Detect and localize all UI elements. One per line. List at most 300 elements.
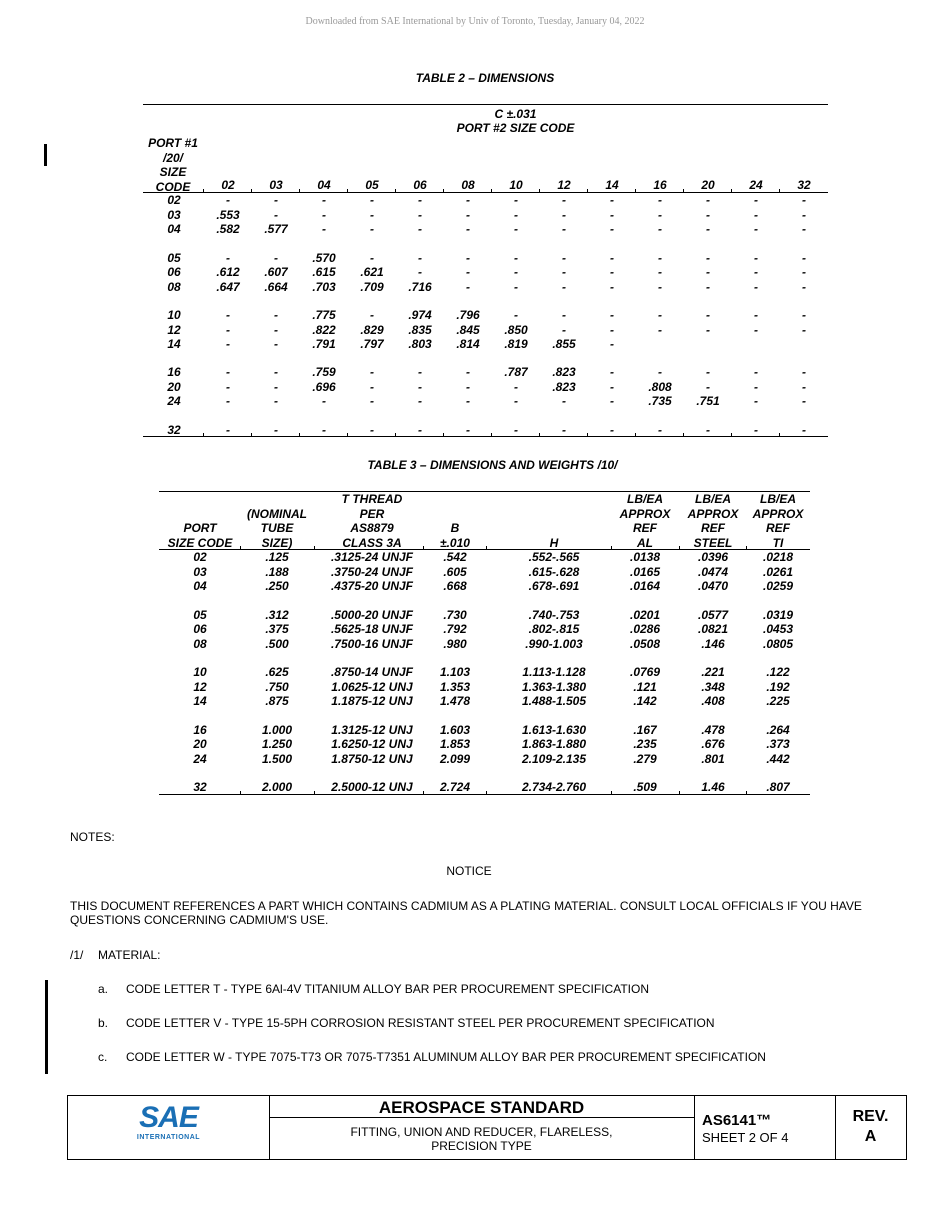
table2-cell: - [226,308,230,322]
table2-cell: - [562,279,566,294]
table3-cell: 2.734-2.760 [521,780,587,794]
table2-cell: .553 [216,207,240,222]
table2-cell: .582 [216,222,240,236]
table2-cell: - [754,365,758,379]
table2-cell: .664 [264,279,288,294]
table3-cell: 1.000 [261,722,293,737]
table2-cell: .829 [360,322,384,337]
table3-cell: .730 [443,607,467,622]
table3-cell: .802-.815 [528,622,580,636]
table3-cell: .0286 [629,622,661,636]
table2-cell: .716 [408,279,432,294]
table2-row-code: 05 [167,250,181,265]
table2-cell: - [802,222,806,236]
revision-bar [44,144,47,166]
table2-cell: - [370,308,374,322]
table2-header-port1: SIZE [159,165,187,179]
table3-cell: 05 [193,607,207,622]
table3-cell: 1.853 [439,737,471,751]
table2-cell: - [802,365,806,379]
table3-cell: 1.603 [439,722,471,737]
table3-cell: .5000-20 UNJF [330,607,414,622]
column-tick [746,791,747,794]
table3-column-header: REF [633,521,657,535]
table2-row-code: 06 [167,265,181,279]
table2-cell: - [706,365,710,379]
table2-header-port1: PORT #1 [148,136,198,150]
table2-cell: - [754,322,758,337]
table2-cell: - [802,279,806,294]
table2-cell: - [706,193,710,207]
table3-column-header: CLASS 3A [342,535,402,550]
table2-cell: - [562,250,566,265]
table3-cell: 2.109-2.135 [521,751,587,766]
table3-cell: 10 [193,665,207,679]
table3-cell: .552-.565 [528,550,580,564]
table2-cell: - [418,422,422,437]
table2-cell: - [658,207,662,222]
table2-cell: - [610,222,614,236]
table3-column-header: SIZE) [261,535,293,550]
table2-cell: - [466,207,470,222]
table3-column-header: REF [701,521,725,535]
column-tick [679,546,680,549]
table2-column-header: 02 [221,178,235,192]
table2-cell: - [802,265,806,279]
table2-cell: - [610,322,614,337]
table3-cell: 20 [193,737,207,751]
table2-cell: - [706,422,710,437]
table2-column-header: 16 [653,178,667,192]
standard-title: AEROSPACE STANDARD [378,1098,585,1117]
table2-cell: - [562,222,566,236]
table3-cell: .167 [633,722,657,737]
table2-row-code: 12 [167,322,181,337]
table3-cell: .146 [701,636,725,651]
table2-cell: - [562,265,566,279]
table3-cell: .0201 [629,607,661,622]
table3-cell: .0805 [762,636,794,651]
table3-cell: .0319 [762,607,794,622]
table3-cell: 04 [193,579,207,593]
table2-cell: - [610,308,614,322]
table2-column-header: 32 [797,178,811,192]
table2-cell: - [706,322,710,337]
table3-cell: .3125-24 UNJF [330,550,414,564]
table3-column-header: LB/EA [760,492,796,506]
table2-header-c: C ±.031 [494,107,537,121]
table2-cell: - [226,337,230,351]
table3-cell: .542 [443,550,467,564]
table3-cell: .668 [443,579,467,593]
table2-cell: - [514,308,518,322]
table2-cell: - [754,394,758,408]
table2-header-port1: /20/ [162,150,183,165]
table2-cell: - [466,193,470,207]
table2-cell: .797 [360,337,384,351]
table2-cell: - [226,394,230,408]
table2-cell: .612 [216,265,240,279]
column-tick [486,546,487,549]
table3-cell: .500 [265,636,289,651]
table3-cell: .125 [265,550,289,564]
table2-cell: .621 [360,265,384,279]
column-tick [611,791,612,794]
table2-cell: - [274,365,278,379]
table2-cell: .845 [456,322,480,337]
sae-logo-mark: SAE [139,1101,198,1134]
table3-cell: 1.353 [439,679,471,694]
table2-cell: - [706,250,710,265]
table3-cell: 1.8750-12 UNJ [331,751,413,766]
table2-cell: - [418,265,422,279]
table2-cell: - [706,308,710,322]
table3-cell: 1.500 [261,751,293,766]
table3-cell: .8750-14 UNJF [330,665,414,679]
table3-cell: .225 [766,694,790,708]
column-tick [314,546,315,549]
table2-cell: - [658,222,662,236]
table2-cell: - [658,422,662,437]
table3-cell: .221 [701,665,725,679]
material-item-letter: a. [98,982,109,996]
table2-cell: .607 [264,265,288,279]
table2-row-code: 32 [167,422,181,437]
table3-cell: .750 [265,679,289,694]
revision-bar [45,980,48,1074]
table2-cell: - [418,207,422,222]
column-tick [486,791,487,794]
table2-cell: - [562,394,566,408]
table2-cell: - [322,422,326,437]
table3-cell: .0396 [697,550,729,564]
table2-cell: - [706,207,710,222]
notice-title: NOTICE [446,864,492,878]
table2-cell: - [466,265,470,279]
table3-cell: 1.613-1.630 [521,722,587,737]
table3-column-header: STEEL [693,535,733,550]
table3-cell: .792 [443,622,467,636]
title-block [67,1095,907,1160]
table2-cell: - [610,394,614,408]
material-marker: /1/ [70,948,84,962]
table2-cell: - [754,379,758,394]
table3-cell: 1.488-1.505 [521,694,587,708]
table2-cell: - [370,193,374,207]
table3-cell: .235 [633,737,657,751]
table2-cell: - [562,207,566,222]
table2-cell: - [802,422,806,437]
table3-cell: .408 [701,694,725,708]
table2-cell: - [610,365,614,379]
table2-cell: .703 [312,279,336,294]
table3-cell: .0577 [697,607,729,622]
table2-row-code: 02 [167,193,181,207]
column-tick [240,791,241,794]
table2-cell: - [322,193,326,207]
table2-column-header: 06 [413,178,427,192]
table2-cell: - [658,308,662,322]
table2-cell: - [322,394,326,408]
table2-cell: - [514,394,518,408]
table2-cell: - [610,422,614,437]
table2-cell: - [226,193,230,207]
table3-cell: 16 [193,722,207,737]
table2-cell: - [226,379,230,394]
table3-cell: .605 [443,564,467,579]
table2-column-header: 14 [605,178,619,192]
table2-cell: - [706,279,710,294]
table2-cell: .751 [696,394,720,408]
column-tick [746,546,747,549]
table2-cell: .823 [552,379,576,394]
table3-cell: 2.000 [261,780,293,794]
table2-cell: - [466,250,470,265]
table3-cell: 1.1875-12 UNJ [331,694,413,708]
table3-cell: .0474 [697,564,729,579]
table2-cell: - [706,222,710,236]
table3-cell: .740-.753 [528,607,580,622]
download-notice: Downloaded from SAE International by Univ of Toronto, Tuesday, January 04, 2022 [305,16,645,27]
table2-cell: - [610,379,614,394]
table3-column-header: LB/EA [627,492,663,506]
table3-column-header: PER [359,506,385,521]
column-tick [679,791,680,794]
table2-cell: - [274,337,278,351]
table2-cell: - [514,207,518,222]
table3-cell: .5625-18 UNJF [330,622,414,636]
table3-cell: .678-.691 [528,579,580,593]
table2-cell: - [274,193,278,207]
table2-cell: - [610,193,614,207]
table3-column-header: AS8879 [350,521,394,535]
notice-text: THIS DOCUMENT REFERENCES A PART WHICH CONTAINS CADMIUM AS A PLATING MATERIAL. CONSULT LOCAL OFFICIALS IF YOU HAVE QUESTIONS CONCERNING CADMIUM'S USE. [70,899,862,927]
table2-cell: - [274,379,278,394]
table3-column-header: H [549,535,559,550]
table3-cell: 2.5000-12 UNJ [331,780,413,794]
table2-cell: - [274,250,278,265]
material-item-letter: b. [98,1016,109,1030]
notes-heading: NOTES: [70,830,115,844]
table2-cell: - [754,422,758,437]
table3-cell: .875 [265,694,289,708]
table3-column-header: APPROX [687,506,739,521]
table2-cell: - [418,394,422,408]
table2-cell: - [466,222,470,236]
table3-cell: .250 [265,579,289,593]
table3-cell: .676 [701,737,725,751]
table2-title: TABLE 2 – DIMENSIONS [415,71,555,85]
table2-cell: - [754,207,758,222]
description-line: FITTING, UNION AND REDUCER, FLARELESS, [350,1125,613,1139]
table2-column-header: 12 [557,178,571,192]
table2-cell: - [226,365,230,379]
table2-cell: - [226,322,230,337]
table-rule [159,794,810,795]
table2-cell: - [322,207,326,222]
table2-header-port2: PORT #2 SIZE CODE [456,121,575,135]
table2-cell: - [802,394,806,408]
table2-column-header: 10 [509,178,523,192]
table2-column-header: 05 [365,178,379,192]
table3-cell: .279 [633,751,657,766]
table3-column-header: SIZE CODE [167,535,233,550]
table2-cell: - [466,379,470,394]
table2-cell: .791 [312,337,336,351]
table2-column-header: 08 [461,178,475,192]
table3-cell: .375 [265,622,289,636]
table3-cell: 24 [193,751,207,766]
table2-cell: .775 [312,308,336,322]
table3-cell: 32 [193,780,207,794]
table2-cell: - [466,394,470,408]
table2-cell: - [658,365,662,379]
table3-column-header: APPROX [619,506,671,521]
table2-cell: - [514,379,518,394]
table3-cell: 1.6250-12 UNJ [331,737,413,751]
table2-row-code: 10 [167,308,181,322]
table3-cell: .7500-16 UNJF [330,636,414,651]
table2-row-code: 04 [167,222,181,236]
table2-cell: - [562,322,566,337]
description-line: PRECISION TYPE [431,1139,532,1153]
table2-cell: .615 [312,265,336,279]
table3-cell: 1.250 [261,737,293,751]
table2-cell: .696 [312,379,336,394]
table2-cell: - [418,250,422,265]
table2-cell: - [562,422,566,437]
table3-column-header: LB/EA [695,492,731,506]
material-item-text: CODE LETTER V - TYPE 15-5PH CORROSION RESISTANT STEEL PER PROCUREMENT SPECIFICATION [126,1016,715,1030]
table3-cell: .509 [633,780,657,794]
table2-header-port1: CODE [155,179,191,194]
table2-cell: - [658,322,662,337]
table3-column-header: APPROX [752,506,804,521]
table3-cell: .264 [766,722,790,737]
table2-cell: - [418,365,422,379]
table2-cell: .835 [408,322,432,337]
table2-column-header: 03 [269,178,283,192]
table2-cell: .850 [504,322,528,337]
table2-cell: .570 [312,250,336,265]
table3-cell: .0138 [629,550,661,564]
column-tick [611,546,612,549]
table3-cell: .0453 [762,622,794,636]
table3-cell: .0261 [762,564,794,579]
table3-cell: .4375-20 UNJF [330,579,414,593]
table3-cell: .0164 [629,579,661,593]
table2-column-header: 24 [749,178,763,192]
table2-cell: .577 [264,222,288,236]
table2-cell: .822 [312,322,336,337]
table3-cell: 06 [193,622,207,636]
table3-cell: .615-.628 [528,564,580,579]
table2-row-code: 20 [167,379,181,394]
table3-cell: .980 [443,636,467,651]
table2-cell: - [802,250,806,265]
column-tick [423,791,424,794]
table2-cell: - [370,379,374,394]
table3-cell: 14 [193,694,207,708]
table2-cell: - [514,422,518,437]
material-label: MATERIAL: [98,948,161,962]
column-tick [314,791,315,794]
table2-cell: - [514,193,518,207]
table3-cell: .188 [265,564,289,579]
table2-cell: - [466,422,470,437]
table2-cell: - [514,250,518,265]
table3-cell: .0218 [762,550,794,564]
table3-cell: .807 [766,780,790,794]
table3-cell: .348 [701,679,725,694]
table2-cell: - [514,222,518,236]
table2-cell: - [274,394,278,408]
table3-cell: 2.099 [439,751,471,766]
table2-cell: - [226,422,230,437]
doc-number: AS6141™ [702,1112,772,1129]
table2-cell: - [370,207,374,222]
table3-cell: 1.478 [439,694,471,708]
table2-cell: - [418,379,422,394]
table3-cell: .801 [701,751,725,766]
table2-cell: - [466,279,470,294]
table3-cell: .312 [265,607,289,622]
table2-cell: - [322,222,326,236]
table2-cell: .855 [552,337,576,351]
table2-cell: - [274,308,278,322]
part-description [269,1125,694,1153]
table2-cell: .814 [456,337,480,351]
table2-cell: - [514,265,518,279]
table2-row-code: 08 [167,279,181,294]
table2-cell: - [754,308,758,322]
table3-cell: .0508 [629,636,661,651]
column-tick [240,546,241,549]
rev-value: A [864,1128,877,1145]
table2-cell: - [370,422,374,437]
table2-cell: - [466,365,470,379]
table2-cell: .819 [504,337,528,351]
table2-cell: - [610,265,614,279]
table3-cell: 1.0625-12 UNJ [331,679,413,694]
table3-cell: .625 [265,665,289,679]
table2-cell: - [706,379,710,394]
table2-cell: - [754,250,758,265]
table2-cell: - [754,222,758,236]
table3-column-header: AL [637,535,653,550]
table3-cell: .0470 [697,579,729,593]
material-item-text: CODE LETTER W - TYPE 7075-T73 OR 7075-T7351 ALUMINUM ALLOY BAR PER PROCUREMENT SPECIFICATION [126,1050,766,1064]
table3-column-header: B [450,521,460,535]
table3-cell: 1.46 [701,780,725,794]
table3-column-header: T THREAD [341,492,403,506]
sae-logo-sub: INTERNATIONAL [136,1134,201,1141]
table3-cell: .3750-24 UNJF [330,564,414,579]
table2-cell: .647 [216,279,240,294]
table3-cell: 03 [193,564,207,579]
table2-cell: .823 [552,365,576,379]
table2-cell: - [658,265,662,279]
table2-cell: - [514,279,518,294]
table3-cell: 12 [193,679,207,694]
table2-cell: .787 [504,365,528,379]
table2-cell: - [658,250,662,265]
table2-cell: .709 [360,279,384,294]
table2-cell: - [754,265,758,279]
table2-cell: - [274,322,278,337]
table2-cell: .796 [456,308,480,322]
table2-cell: - [418,193,422,207]
